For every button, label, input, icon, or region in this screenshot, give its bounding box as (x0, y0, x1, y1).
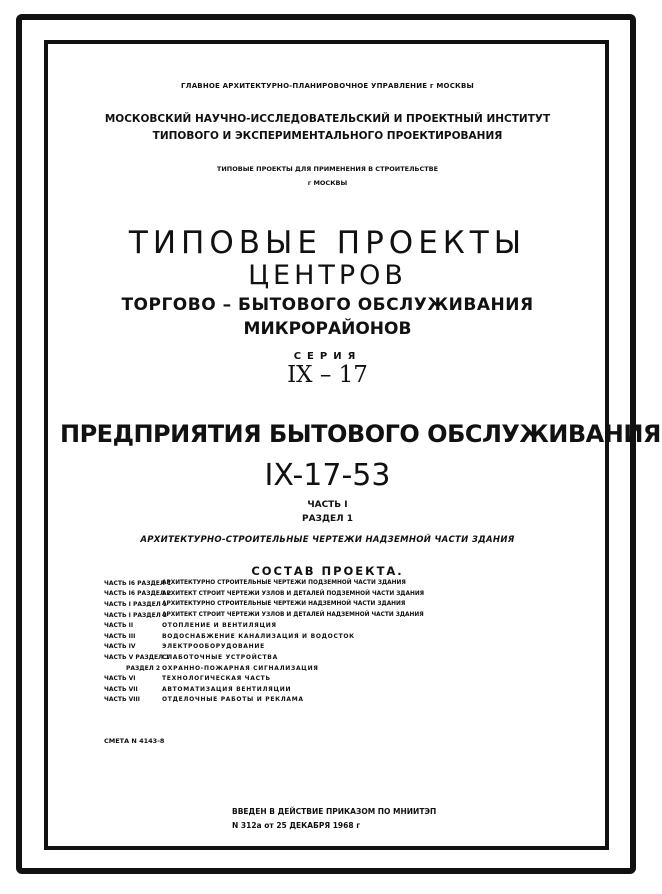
estimate-number: СМЕТА N 4143-8 (104, 737, 165, 745)
document-name: ПРЕДПРИЯТИЯ БЫТОВОГО ОБСЛУЖИВАНИЯ (60, 420, 661, 448)
list-item-part: ЧАСТЬ VI (104, 675, 136, 683)
list-item-text: АРХИТЕКТ СТРОИТ ЧЕРТЕЖИ УЗЛОВ И ДЕТАЛЕЙ НАДЗЕМНОЙ ЧАСТИ ЗДАНИЯ (162, 612, 424, 619)
list-item-part: ЧАСТЬ VIII (104, 696, 140, 704)
list-item-text: АРХИТЕКТ СТРОИТ ЧЕРТЕЖИ УЗЛОВ И ДЕТАЛЕЙ ПОДЗЕМНОЙ ЧАСТИ ЗДАНИЯ (162, 590, 425, 597)
institute-line-2: ТИПОВОГО И ЭКСПЕРИМЕНТАЛЬНОГО ПРОЕКТИРОВАНИЯ (152, 130, 503, 142)
list-item (104, 589, 564, 600)
list-item (104, 684, 564, 695)
title-line-3: ТОРГОВО – БЫТОВОГО ОБСЛУЖИВАНИЯ (121, 295, 534, 315)
list-item (104, 695, 564, 706)
composition-list (104, 578, 564, 705)
composition-heading: СОСТАВ ПРОЕКТА. (251, 564, 404, 578)
list-item-text: ТЕХНОЛОГИЧЕСКАЯ ЧАСТЬ (162, 675, 271, 683)
list-item-text: ЭЛЕКТРООБОРУДОВАНИЕ (162, 643, 265, 651)
list-item-part: ЧАСТЬ I РАЗДЕЛ 2 (104, 611, 167, 619)
list-item-part: ЧАСТЬ VII (104, 685, 138, 693)
list-item (104, 620, 564, 631)
list-item (104, 610, 564, 621)
list-item-part: ЧАСТЬ III (104, 632, 136, 640)
list-item (104, 652, 564, 663)
title-line-4: МИКРОРАЙОНОВ (243, 319, 412, 339)
title-line-1: ТИПОВЫЕ ПРОЕКТЫ (128, 225, 527, 261)
list-item-part: ЧАСТЬ I РАЗДЕЛ 1 (104, 600, 167, 608)
list-item-part: ЧАСТЬ II (104, 622, 134, 630)
document-code: IX-17-53 (264, 458, 391, 493)
list-item-text: ОТОПЛЕНИЕ И ВЕНТИЛЯЦИЯ (162, 622, 277, 630)
list-item (104, 642, 564, 653)
list-item-part: ЧАСТЬ IV (104, 643, 136, 651)
list-item-part: ЧАСТЬ I6 РАЗДЕЛ 1 (104, 579, 172, 587)
list-item (104, 663, 564, 674)
list-item (104, 631, 564, 642)
list-item-text: АВТОМАТИЗАЦИЯ ВЕНТИЛЯЦИИ (162, 685, 292, 693)
series-number: IX – 17 (287, 362, 368, 388)
list-item (104, 578, 564, 589)
section-label: РАЗДЕЛ 1 (302, 514, 353, 524)
list-item-part: РАЗДЕЛ 2 (126, 664, 160, 672)
document-subtitle: АРХИТЕКТУРНО-СТРОИТЕЛЬНЫЕ ЧЕРТЕЖИ НАДЗЕМНОЙ ЧАСТИ ЗДАНИЯ (140, 535, 515, 545)
list-item (104, 673, 564, 684)
typical-projects-line-2: г МОСКВЫ (307, 179, 348, 187)
enactment-line-2: N 312а от 25 ДЕКАБРЯ 1968 г (232, 821, 361, 830)
institute-line-1: МОСКОВСКИЙ НАУЧНО-ИССЛЕДОВАТЕЛЬСКИЙ И ПРОЕКТНЫЙ ИНСТИТУТ (104, 113, 551, 125)
list-item-text: АРХИТЕКТУРНО СТРОИТЕЛЬНЫЕ ЧЕРТЕЖИ НАДЗЕМНОЙ ЧАСТИ ЗДАНИЯ (162, 601, 406, 608)
list-item-part: ЧАСТЬ V РАЗДЕЛ 1 (104, 653, 170, 661)
enactment-line-1: ВВЕДЕН В ДЕЙСТВИЕ ПРИКАЗОМ ПО МНИИТЭП (232, 807, 437, 816)
list-item-text: ВОДОСНАБЖЕНИЕ КАНАЛИЗАЦИЯ И ВОДОСТОК (162, 632, 355, 640)
list-item (104, 599, 564, 610)
typical-projects-line-1: ТИПОВЫЕ ПРОЕКТЫ ДЛЯ ПРИМЕНЕНИЯ В СТРОИТЕЛЬСТВЕ (216, 165, 439, 173)
title-line-2: ЦЕНТРОВ (248, 260, 407, 291)
part-label: ЧАСТЬ I (307, 500, 348, 510)
list-item-part: ЧАСТЬ I6 РАЗДЕЛ 2 (104, 590, 172, 598)
list-item-text: ОТДЕЛОЧНЫЕ РАБОТЫ И РЕКЛАМА (162, 696, 304, 704)
agency-line: ГЛАВНОЕ АРХИТЕКТУРНО-ПЛАНИРОВОЧНОЕ УПРАВЛЕНИЕ г МОСКВЫ (181, 82, 474, 90)
list-item-text: ОХРАННО-ПОЖАРНАЯ СИГНАЛИЗАЦИЯ (162, 664, 319, 672)
list-item-text: АРХИТЕКТУРНО СТРОИТЕЛЬНЫЕ ЧЕРТЕЖИ ПОДЗЕМНОЙ ЧАСТИ ЗДАНИЯ (162, 580, 406, 587)
list-item-text: СЛАБОТОЧНЫЕ УСТРОЙСТВА (162, 653, 278, 661)
series-label: СЕРИЯ (293, 351, 362, 362)
